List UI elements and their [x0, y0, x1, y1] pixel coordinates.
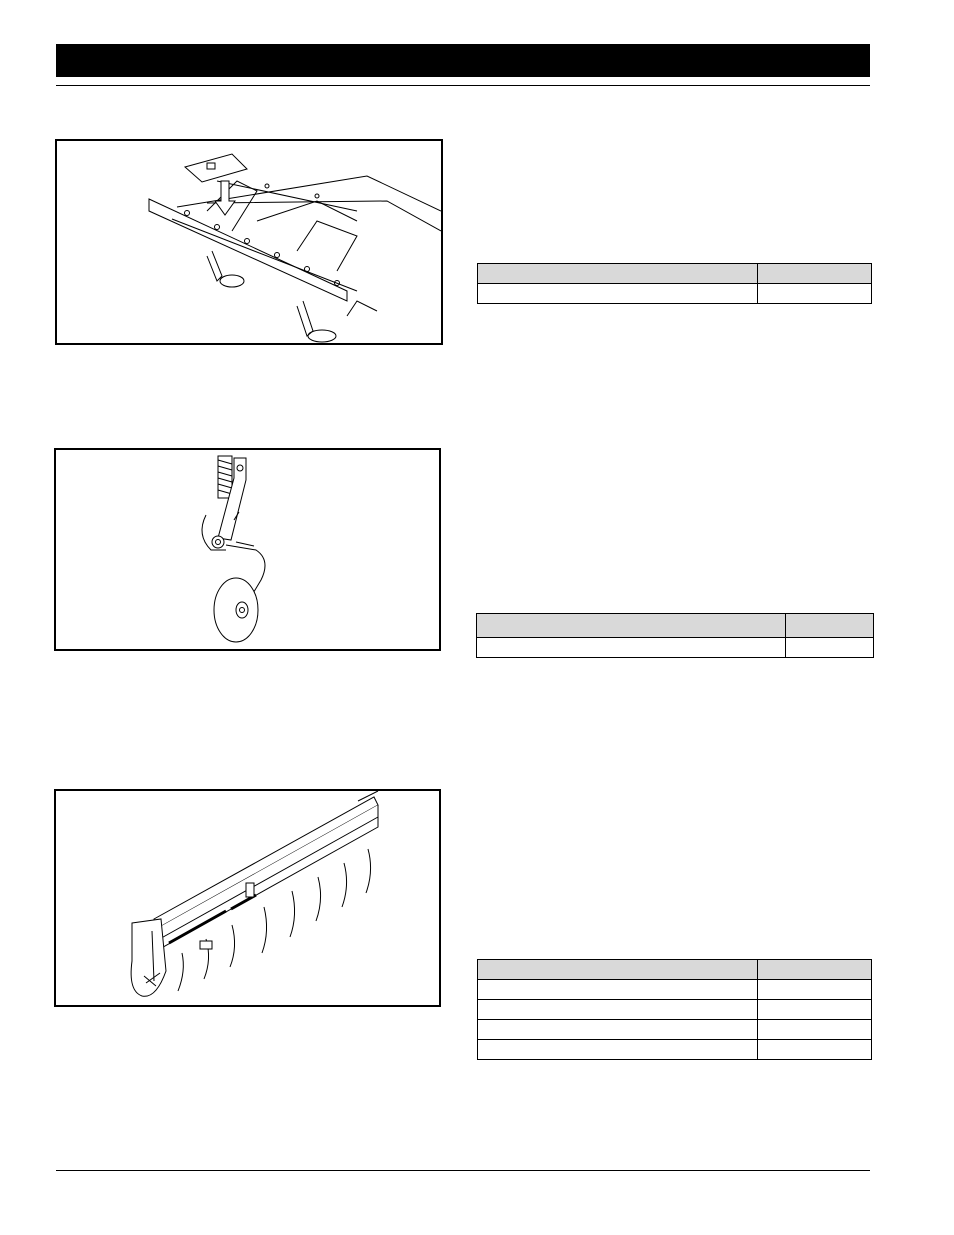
- table-cell: [758, 1020, 872, 1040]
- table-cell: [478, 1000, 758, 1020]
- figure-frame-cover: [55, 139, 443, 345]
- disc-opener-illustration: [56, 450, 439, 649]
- table-header-row: [478, 960, 872, 980]
- footer-rule: [56, 1170, 870, 1171]
- spec-table-2: [476, 613, 874, 658]
- table-cell: [478, 1020, 758, 1040]
- harrow-attachment-illustration: [56, 791, 439, 1005]
- table-cell: [758, 980, 872, 1000]
- figure-harrow-attachment: [54, 789, 441, 1007]
- table-header-cell: [478, 960, 758, 980]
- table-header-cell: [786, 614, 874, 638]
- table-header-cell: [477, 614, 786, 638]
- spec-table-1: [477, 263, 872, 304]
- table-cell: [478, 1040, 758, 1060]
- table-row: [478, 1000, 872, 1020]
- frame-cover-illustration: [57, 141, 441, 343]
- table-header-row: [478, 264, 872, 284]
- page-header-bar: [56, 44, 870, 77]
- table-row: [478, 1040, 872, 1060]
- table-cell: [758, 284, 872, 304]
- table-cell: [758, 1000, 872, 1020]
- table-row: [477, 638, 874, 658]
- table-cell: [478, 284, 758, 304]
- table-row: [478, 980, 872, 1000]
- table-header-cell: [758, 264, 872, 284]
- table-cell: [478, 980, 758, 1000]
- table-cell: [477, 638, 786, 658]
- table-header-cell: [758, 960, 872, 980]
- table-row: [478, 284, 872, 304]
- table-row: [478, 1020, 872, 1040]
- spec-table-3: [477, 959, 872, 1060]
- figure-disc-opener: [54, 448, 441, 651]
- table-cell: [786, 638, 874, 658]
- table-header-row: [477, 614, 874, 638]
- table-cell: [758, 1040, 872, 1060]
- header-rule: [56, 85, 870, 86]
- table-header-cell: [478, 264, 758, 284]
